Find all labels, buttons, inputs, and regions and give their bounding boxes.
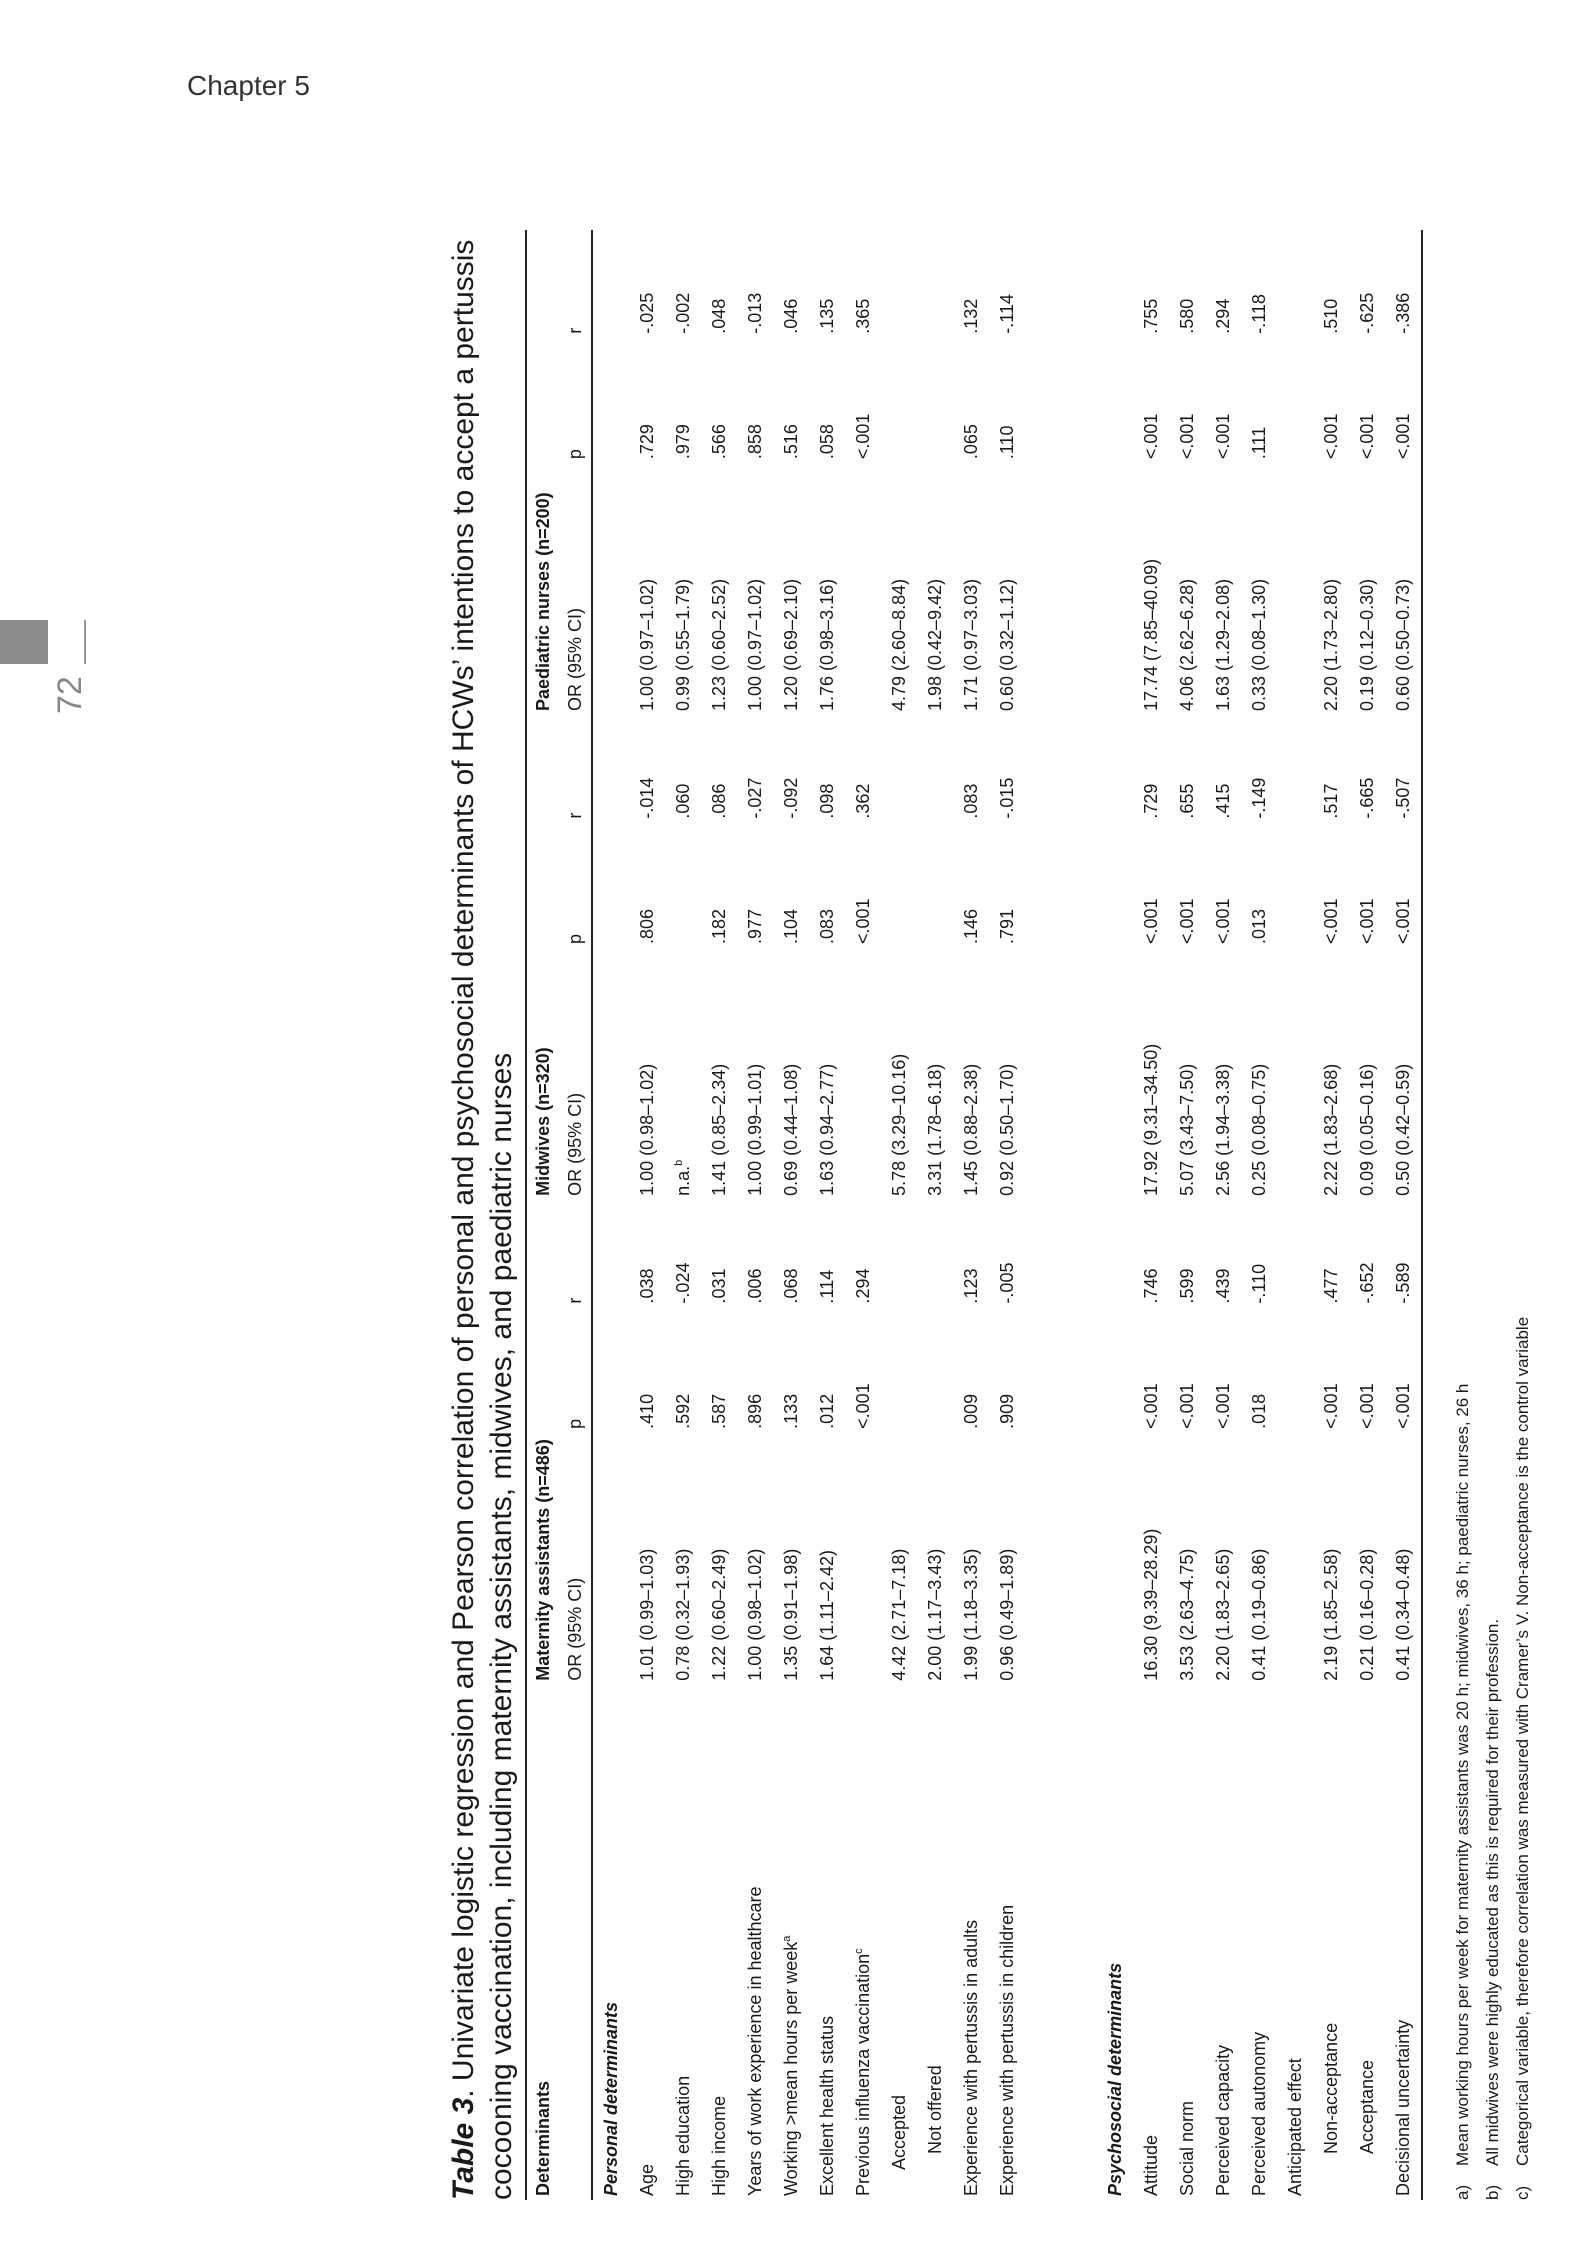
r-value-maternity: .006 (745, 1268, 765, 1304)
p-value-maternity (1277, 1308, 1313, 1433)
r-value-midwives (1277, 715, 1313, 823)
r-value-midwives: .655 (1177, 783, 1197, 819)
p-value-midwives: .013 (1249, 908, 1269, 945)
or-ci-midwives: 1.00 (0.98–1.02) (637, 1063, 657, 1196)
or-ci-nurses: 1.20 (0.69–2.10) (781, 578, 801, 711)
p-value-midwives: <.001 (853, 898, 873, 945)
or-ci-midwives: 0.50 (0.42–0.59) (1385, 948, 1422, 1200)
footnote-key: c) (1513, 2185, 1532, 2200)
row-label (989, 1685, 1025, 2200)
r-value-nurses (917, 230, 953, 338)
row-label-text: Anticipated effect (1285, 2058, 1305, 2196)
header-or-ma: OR (95% CI) (559, 1433, 592, 1685)
or-ci-maternity: 1.22 (0.60–2.49) (709, 1548, 729, 1681)
r-value-maternity: .439 (1213, 1268, 1233, 1304)
row-label (1277, 1685, 1313, 2200)
r-value-nurses: -.386 (1385, 230, 1422, 338)
or-ci-midwives: 1.00 (0.99–1.01) (745, 1063, 765, 1196)
footnote (1508, 1317, 1538, 2200)
table-label: Table 3 (447, 2097, 480, 2200)
r-value-nurses: -.114 (997, 294, 1017, 334)
section-psychosocial (1097, 230, 1133, 2200)
row-label-text: Social norm (1177, 2100, 1197, 2196)
r-value-nurses: .580 (1177, 298, 1197, 334)
row-label (1385, 1685, 1422, 2200)
or-ci-nurses: 0.60 (0.32–1.12) (997, 578, 1017, 711)
row-label-text: Working >mean hours per week (781, 1941, 801, 2196)
row-label (881, 1685, 917, 2200)
or-ci-maternity: 1.35 (0.91–1.98) (781, 1548, 801, 1681)
r-value-midwives: .517 (1321, 783, 1341, 819)
r-value-midwives: .083 (961, 783, 981, 819)
table-row (953, 230, 989, 2200)
row-label (1241, 1685, 1277, 2200)
footnote-marker: a (781, 1935, 793, 1942)
r-value-maternity: .477 (1321, 1268, 1341, 1304)
or-ci-midwives: 3.31 (1.78–6.18) (925, 1063, 945, 1196)
p-value-midwives: <.001 (1177, 898, 1197, 945)
page-number-marker (0, 620, 48, 664)
or-ci-midwives: 0.69 (0.44–1.08) (781, 1063, 801, 1196)
footnote (1478, 1317, 1508, 2200)
r-value-nurses (1277, 230, 1313, 338)
table-row (737, 230, 773, 2200)
table-row (665, 230, 701, 2200)
p-value-nurses: <.001 (853, 413, 873, 460)
or-ci-nurses: 1.23 (0.60–2.52) (709, 578, 729, 711)
or-ci-nurses: 0.60 (0.50–0.73) (1385, 463, 1422, 715)
p-value-midwives: .791 (997, 908, 1017, 945)
row-label-text: High education (673, 2075, 693, 2196)
r-value-nurses (881, 230, 917, 338)
footnote-marker: b (673, 1159, 685, 1166)
header-r-mw: r (559, 715, 592, 823)
or-ci-maternity: 0.78 (0.32–1.93) (673, 1548, 693, 1681)
row-label-text: Previous influenza vaccination (853, 1953, 873, 2196)
p-value-nurses: .729 (637, 424, 657, 460)
header-r-ma: r (559, 1200, 592, 1308)
or-ci-nurses: 4.79 (2.60–8.84) (889, 578, 909, 711)
or-ci-maternity: 0.21 (0.16–0.28) (1357, 1548, 1377, 1681)
or-ci-maternity: 0.96 (0.49–1.89) (997, 1548, 1017, 1681)
or-ci-maternity: 1.00 (0.98–1.02) (745, 1548, 765, 1681)
or-ci-midwives (665, 948, 701, 1200)
r-value-maternity: -.652 (1357, 1262, 1377, 1304)
p-value-maternity: <.001 (1141, 1383, 1161, 1429)
r-value-midwives: -.665 (1357, 777, 1377, 819)
r-value-midwives: -.092 (781, 777, 801, 819)
row-label (629, 1685, 665, 2200)
or-ci-text: n.a. (673, 1165, 693, 1196)
header-or-pn: OR (95% CI) (559, 463, 592, 715)
p-value-nurses: .979 (673, 424, 693, 460)
p-value-midwives: <.001 (1141, 898, 1161, 945)
or-ci-midwives: 2.22 (1.83–2.68) (1321, 1063, 1341, 1196)
header-group-maternity-assistants: Maternity assistants (n=486) (526, 1200, 559, 1685)
or-ci-midwives: 2.56 (1.94–3.38) (1213, 1063, 1233, 1196)
row-label-text: Acceptance (1357, 2059, 1377, 2154)
row-label (665, 1685, 701, 2200)
p-value-maternity: <.001 (853, 1383, 873, 1429)
footnote-marker: c (853, 1948, 865, 1954)
p-value-midwives: <.001 (1213, 898, 1233, 945)
or-ci-midwives: 1.41 (0.85–2.34) (709, 1063, 729, 1196)
p-value-maternity: .009 (961, 1393, 981, 1429)
spacer-row (1061, 230, 1097, 2200)
or-ci-nurses: 4.06 (2.62–6.28) (1177, 578, 1197, 711)
row-label (1313, 1685, 1349, 2200)
or-ci-maternity: 16.30 (9.39–28.29) (1141, 1528, 1161, 1681)
r-value-midwives: .060 (673, 783, 693, 819)
table-row (1277, 230, 1313, 2200)
spacer-row (1025, 230, 1061, 2200)
p-value-maternity: .592 (673, 1393, 693, 1429)
r-value-nurses: -.002 (673, 292, 693, 334)
row-label (701, 1685, 737, 2200)
p-value-nurses: <.001 (1177, 413, 1197, 460)
or-ci-nurses: 1.00 (0.97–1.02) (637, 578, 657, 711)
table-row (1349, 230, 1385, 2200)
row-label (917, 1685, 953, 2200)
or-ci-midwives: 1.63 (0.94–2.77) (817, 1063, 837, 1196)
p-value-maternity: .012 (817, 1393, 837, 1429)
or-ci-midwives (1277, 948, 1313, 1200)
r-value-maternity: .114 (817, 1269, 837, 1304)
p-value-maternity: .909 (997, 1393, 1017, 1429)
p-value-maternity (917, 1308, 953, 1433)
r-value-midwives: -.027 (745, 777, 765, 819)
header-or-mw: OR (95% CI) (559, 948, 592, 1200)
footnote-key: a) (1453, 2184, 1472, 2200)
r-value-maternity: .746 (1141, 1268, 1161, 1304)
r-value-nurses: .365 (853, 298, 873, 334)
p-value-maternity: .410 (637, 1393, 657, 1429)
row-label (1133, 1685, 1169, 2200)
header-group-midwives: Midwives (n=320) (526, 715, 559, 1200)
or-ci-midwives: 5.07 (3.43–7.50) (1177, 1063, 1197, 1196)
footnote-key: b) (1483, 2184, 1502, 2200)
p-value-nurses: .566 (709, 424, 729, 460)
r-value-nurses: .132 (961, 298, 981, 334)
p-value-maternity: <.001 (1321, 1383, 1341, 1429)
r-value-midwives: -.507 (1385, 715, 1422, 823)
p-value-midwives: .104 (781, 908, 801, 945)
or-ci-nurses: 0.19 (0.12–0.30) (1357, 578, 1377, 711)
p-value-maternity: <.001 (1357, 1383, 1377, 1429)
p-value-maternity: .587 (709, 1393, 729, 1429)
p-value-nurses: .058 (817, 424, 837, 460)
r-value-nurses: -.625 (1357, 292, 1377, 334)
header-r-pn: r (559, 230, 592, 338)
p-value-nurses: <.001 (1321, 413, 1341, 460)
p-value-midwives (665, 823, 701, 948)
table-row (845, 230, 881, 2200)
results-table (525, 230, 1423, 2200)
section-title: Personal determinants (601, 2001, 621, 2196)
table-row (989, 230, 1025, 2200)
row-label (845, 1685, 881, 2200)
spacer-cell (1061, 230, 1097, 2200)
r-value-midwives: .362 (853, 783, 873, 819)
p-value-maternity: .133 (781, 1393, 801, 1429)
p-value-maternity: <.001 (1385, 1308, 1422, 1433)
section-personal (592, 230, 629, 2200)
or-ci-nurses: 0.33 (0.08–1.30) (1249, 578, 1269, 711)
or-ci-maternity: 3.53 (2.63–4.75) (1177, 1548, 1197, 1681)
or-ci-maternity: 2.20 (1.83–2.65) (1213, 1548, 1233, 1681)
row-label-text: Not offered (925, 2065, 945, 2154)
r-value-maternity: .599 (1177, 1268, 1197, 1304)
r-value-midwives: .729 (1141, 783, 1161, 819)
row-label (809, 1685, 845, 2200)
header-empty (559, 1685, 592, 2200)
table-row (809, 230, 845, 2200)
table-row (1169, 230, 1205, 2200)
p-value-nurses: <.001 (1213, 413, 1233, 460)
r-value-nurses: .046 (781, 298, 801, 334)
table-row (917, 230, 953, 2200)
or-ci-nurses: 2.20 (1.73–2.80) (1321, 578, 1341, 711)
header-sub-row (559, 230, 592, 2200)
p-value-midwives: <.001 (1321, 898, 1341, 945)
page-number: 72 (51, 676, 89, 714)
or-ci-maternity (845, 1433, 881, 1685)
or-ci-midwives: 17.92 (9.31–34.50) (1141, 1043, 1161, 1196)
results-table-wrapper (525, 230, 1423, 2200)
or-ci-midwives (845, 948, 881, 1200)
p-value-midwives (881, 823, 917, 948)
r-value-nurses: -.013 (745, 292, 765, 334)
or-ci-maternity: 0.41 (0.19–0.86) (1249, 1548, 1269, 1681)
r-value-maternity: -.005 (997, 1262, 1017, 1304)
row-label (1205, 1685, 1241, 2200)
or-ci-maternity: 2.19 (1.85–2.58) (1321, 1548, 1341, 1681)
p-value-nurses (1277, 338, 1313, 463)
r-value-nurses: .510 (1321, 298, 1341, 334)
table-caption (445, 120, 521, 2200)
table-row (629, 230, 665, 2200)
r-value-midwives: .098 (817, 783, 837, 819)
r-value-maternity (1277, 1200, 1313, 1308)
or-ci-midwives: 0.09 (0.05–0.16) (1357, 1063, 1377, 1196)
header-group-paediatric-nurses: Paediatric nurses (n=200) (526, 230, 559, 715)
header-group-row (526, 230, 559, 2200)
row-label (1349, 1685, 1385, 2200)
row-label-text: Age (637, 2163, 657, 2196)
r-value-maternity: -.110 (1249, 1263, 1269, 1304)
row-label-text: Decisional uncertainty (1393, 2019, 1413, 2196)
table-row (881, 230, 917, 2200)
p-value-nurses: .065 (961, 424, 981, 460)
p-value-maternity: .896 (745, 1393, 765, 1429)
r-value-midwives: -.149 (1249, 777, 1269, 819)
p-value-nurses: <.001 (1385, 338, 1422, 463)
section-title: Psychosocial determinants (1105, 1962, 1125, 2196)
header-p-ma: p (559, 1308, 592, 1433)
p-value-midwives (917, 823, 953, 948)
row-label-text: Non-acceptance (1321, 2022, 1341, 2154)
table-row (1241, 230, 1277, 2200)
r-value-midwives: -.014 (637, 777, 657, 819)
row-label (737, 1685, 773, 2200)
p-value-maternity: <.001 (1213, 1383, 1233, 1429)
table-row (1133, 230, 1169, 2200)
row-label (953, 1685, 989, 2200)
row-label-text: Perceived capacity (1213, 2044, 1233, 2196)
p-value-midwives: <.001 (1385, 823, 1422, 948)
p-value-nurses: .110 (997, 425, 1017, 460)
or-ci-nurses: 0.99 (0.55–1.79) (673, 578, 693, 711)
p-value-nurses: .858 (745, 424, 765, 460)
or-ci-nurses: 1.71 (0.97–3.03) (961, 578, 981, 711)
r-value-nurses: -.025 (637, 292, 657, 334)
r-value-maternity: .038 (637, 1268, 657, 1304)
table-caption-text: . Univariate logistic regression and Pearson correlation of personal and psychosocial determinants of HCWs’ intentions to accept a pertussis cocooning vaccination, including maternity assistants, midwives, and paediatric nurses (447, 239, 518, 2200)
rotated-table-page (445, 110, 1555, 2210)
r-value-midwives: .415 (1213, 783, 1233, 819)
row-label-text: Excellent health status (817, 2015, 837, 2196)
header-p-pn: p (559, 338, 592, 463)
r-value-maternity (881, 1200, 917, 1308)
p-value-midwives: <.001 (1357, 898, 1377, 945)
or-ci-maternity: 4.42 (2.71–7.18) (889, 1548, 909, 1681)
p-value-maternity: .018 (1249, 1393, 1269, 1429)
page-number-rule (84, 620, 86, 664)
r-value-maternity: -.024 (673, 1262, 693, 1304)
table-row (1205, 230, 1241, 2200)
r-value-midwives: -.015 (997, 777, 1017, 819)
header-p-mw: p (559, 823, 592, 948)
or-ci-midwives: 0.92 (0.50–1.70) (997, 1063, 1017, 1196)
spacer-cell (1025, 230, 1061, 2200)
or-ci-nurses: 1.00 (0.97–1.02) (745, 578, 765, 711)
r-value-nurses: .048 (709, 298, 729, 334)
p-value-nurses: <.001 (1357, 413, 1377, 460)
or-ci-midwives: 0.25 (0.08–0.75) (1249, 1063, 1269, 1196)
p-value-midwives: .083 (817, 908, 837, 945)
table-row (701, 230, 737, 2200)
row-label-text: Years of work experience in healthcare (745, 1886, 765, 2196)
footnote-text: Mean working hours per week for maternity assistants was 20 h; midwives, 36 h; paediatric nurses, 26 h (1453, 1383, 1472, 2166)
or-ci-nurses (845, 463, 881, 715)
p-value-nurses: .111 (1249, 426, 1269, 460)
row-label-text: Experience with pertussis in adults (961, 1919, 981, 2196)
r-value-maternity: .123 (961, 1268, 981, 1304)
footnote (1448, 1317, 1478, 2200)
or-ci-nurses: 1.98 (0.42–9.42) (925, 578, 945, 711)
or-ci-nurses: 17.74 (7.85–40.09) (1141, 558, 1161, 711)
p-value-midwives: .146 (961, 908, 981, 945)
row-label-text: Accepted (889, 2094, 909, 2170)
p-value-maternity (881, 1308, 917, 1433)
footnote-text: All midwives were highly educated as this is required for their profession. (1483, 1618, 1502, 2166)
table-row (773, 230, 809, 2200)
r-value-maternity: .068 (781, 1268, 801, 1304)
p-value-maternity: <.001 (1177, 1383, 1197, 1429)
row-label (773, 1685, 809, 2200)
r-value-midwives (917, 715, 953, 823)
p-value-midwives (1277, 823, 1313, 948)
r-value-nurses: .294 (1213, 298, 1233, 334)
or-ci-maternity: 1.99 (1.18–3.35) (961, 1548, 981, 1681)
p-value-nurses (917, 338, 953, 463)
r-value-nurses: .755 (1141, 298, 1161, 334)
row-label-text: Experience with pertussis in children (997, 1904, 1017, 2196)
or-ci-maternity: 1.01 (0.99–1.03) (637, 1548, 657, 1681)
row-label-text: Perceived autonomy (1249, 2031, 1269, 2196)
r-value-maternity: .031 (709, 1268, 729, 1304)
row-label-text: Attitude (1141, 2134, 1161, 2196)
p-value-midwives: .977 (745, 908, 765, 945)
r-value-maternity: .294 (853, 1268, 873, 1304)
row-label (1169, 1685, 1205, 2200)
p-value-nurses: <.001 (1141, 413, 1161, 460)
or-ci-midwives: 5.78 (3.29–10.16) (889, 1053, 909, 1196)
row-label-text: High income (709, 2095, 729, 2196)
or-ci-maternity: 0.41 (0.34–0.48) (1385, 1433, 1422, 1685)
r-value-maternity: -.589 (1385, 1200, 1422, 1308)
chapter-label: Chapter 5 (187, 70, 310, 101)
p-value-midwives: .806 (637, 908, 657, 945)
r-value-nurses: -.118 (1249, 294, 1269, 334)
footnote-text: Categorical variable, therefore correlation was measured with Cramer’s V. Non-acceptance is the control variable (1513, 1316, 1532, 2166)
or-ci-maternity (1277, 1433, 1313, 1685)
or-ci-maternity: 1.64 (1.11–2.42) (817, 1550, 837, 1681)
p-value-nurses: .516 (781, 424, 801, 460)
or-ci-nurses: 1.76 (0.98–3.16) (817, 578, 837, 711)
r-value-midwives (881, 715, 917, 823)
table-row (1385, 230, 1422, 2200)
table-row (1313, 230, 1349, 2200)
or-ci-maternity: 2.00 (1.17–3.43) (925, 1548, 945, 1681)
header-determinants: Determinants (526, 1685, 559, 2200)
p-value-midwives: .182 (709, 908, 729, 945)
r-value-nurses: .135 (817, 298, 837, 334)
footnotes (1448, 1317, 1538, 2200)
or-ci-nurses: 1.63 (1.29–2.08) (1213, 578, 1233, 711)
r-value-midwives: .086 (709, 783, 729, 819)
or-ci-midwives: 1.45 (0.88–2.38) (961, 1063, 981, 1196)
or-ci-nurses (1277, 463, 1313, 715)
p-value-nurses (881, 338, 917, 463)
r-value-maternity (917, 1200, 953, 1308)
